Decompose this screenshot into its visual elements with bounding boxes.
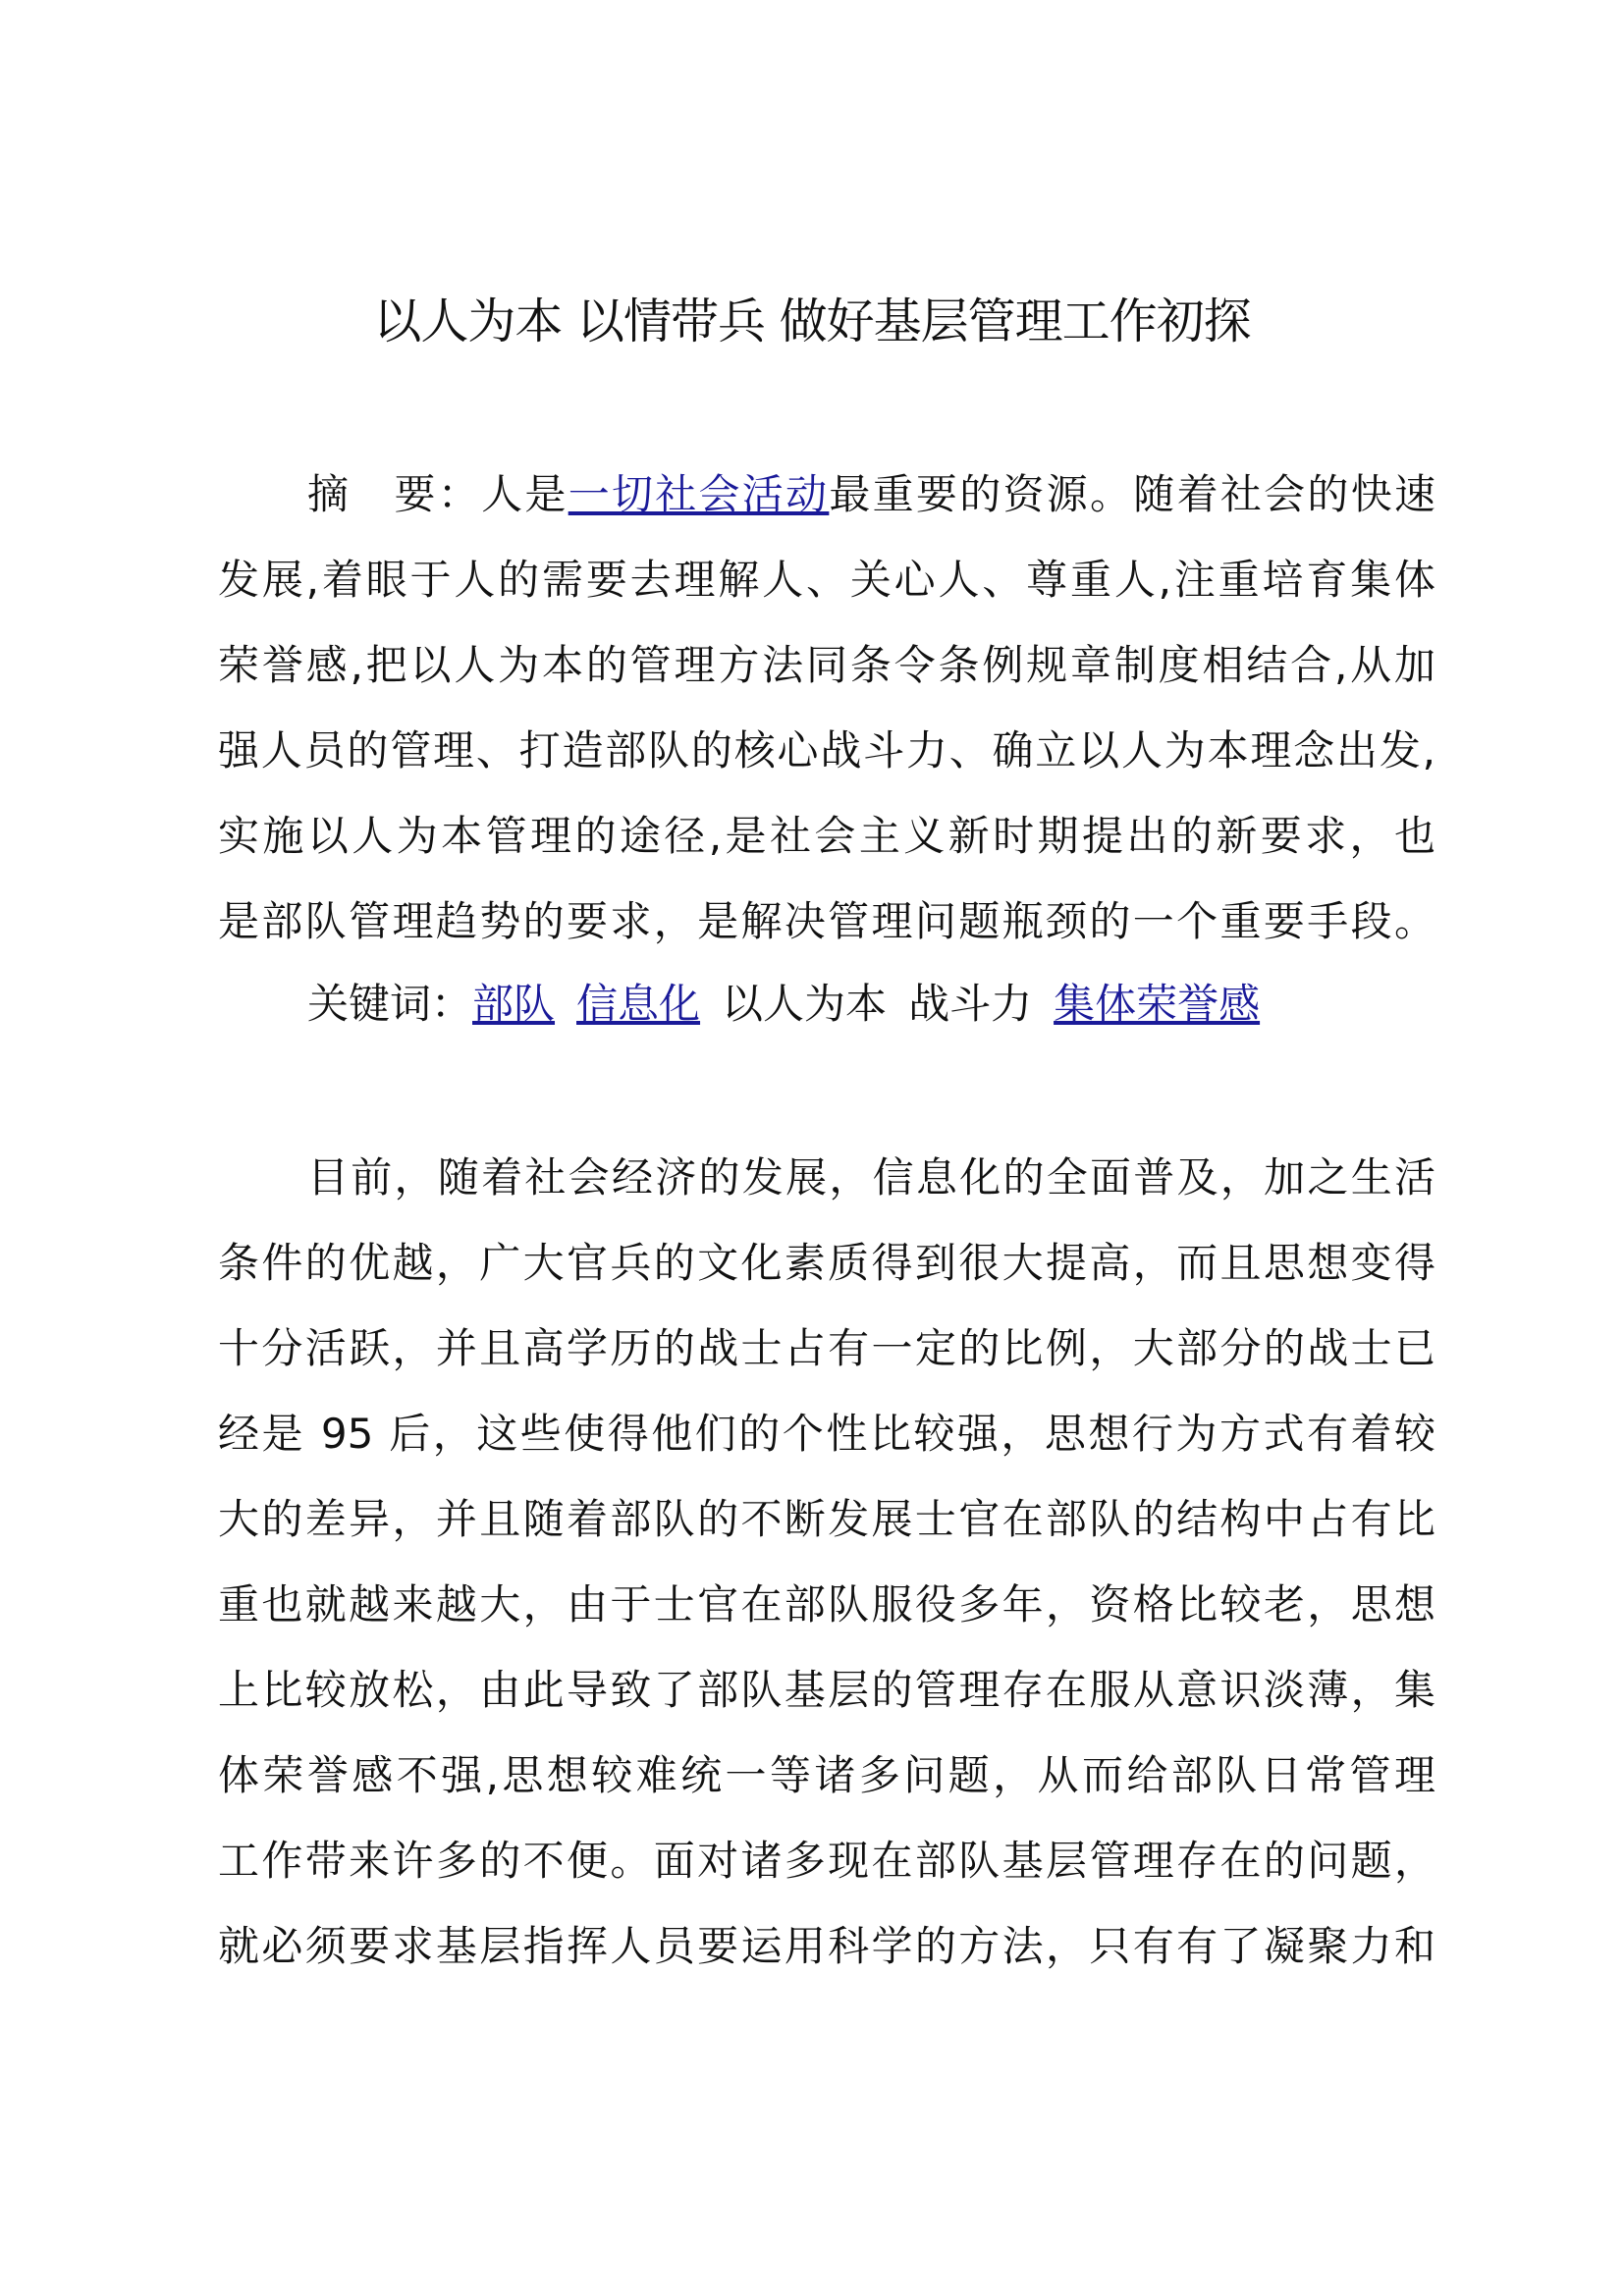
abstract-line: 实施以人为本管理的途径,是社会主义新时期提出的新要求，也 — [218, 812, 1435, 860]
body-line: 经是 95 后，这些使得他们的个性比较强，思想行为方式有着较 — [218, 1410, 1435, 1458]
keyword-link[interactable]: 部队 — [472, 980, 556, 1028]
keyword: 以人为本 — [722, 980, 888, 1028]
body-line: 工作带来许多的不便。面对诸多现在部队基层管理存在的问题， — [218, 1837, 1435, 1885]
keywords-label: 关键词： — [307, 980, 473, 1028]
keywords-line — [307, 975, 1435, 1034]
abstract-text: 最重要的资源。随着社会的快速 — [829, 470, 1435, 518]
abstract-text: 人是 — [481, 470, 568, 518]
body-line: 目前，随着社会经济的发展，信息化的全面普及，加之生活 — [307, 1153, 1435, 1201]
body-line: 条件的优越，广大官兵的文化素质得到很大提高，而且思想变得 — [218, 1239, 1435, 1287]
body-line: 上比较放松，由此导致了部队基层的管理存在服从意识淡薄，集 — [218, 1666, 1435, 1714]
abstract-line: 荣誉感,把以人为本的管理方法同条令条例规章制度相结合,从加 — [218, 641, 1435, 689]
abstract-line: 是部队管理趋势的要求，是解决管理问题瓶颈的一个重要手段。 — [218, 897, 1435, 945]
keyword-link[interactable]: 信息化 — [576, 980, 701, 1028]
abstract-line: 强人员的管理、打造部队的核心战斗力、确立以人为本理念出发, — [218, 726, 1435, 774]
body-line: 就必须要求基层指挥人员要运用科学的方法，只有有了凝聚力和 — [218, 1922, 1435, 1970]
body-line: 十分活跃，并且高学历的战士占有一定的比例，大部分的战士已 — [218, 1324, 1435, 1372]
document-title: 以人为本 以情带兵 做好基层管理工作初探 — [373, 294, 1251, 349]
body-line: 重也就越来越大，由于士官在部队服役多年，资格比较老，思想 — [218, 1580, 1435, 1629]
keyword: 战斗力 — [908, 980, 1033, 1028]
abstract-link[interactable]: 一切社会活动 — [568, 470, 830, 518]
keyword-link[interactable]: 集体荣誉感 — [1054, 980, 1261, 1028]
abstract-line: 发展,着眼于人的需要去理解人、关心人、尊重人,注重培育集体 — [218, 556, 1435, 604]
body-line: 大的差异，并且随着部队的不断发展士官在部队的结构中占有比 — [218, 1495, 1435, 1543]
body-line: 体荣誉感不强,思想较难统一等诸多问题，从而给部队日常管理 — [218, 1751, 1435, 1799]
abstract-label: 摘 要： — [307, 470, 482, 518]
abstract-first-line — [307, 465, 1435, 524]
